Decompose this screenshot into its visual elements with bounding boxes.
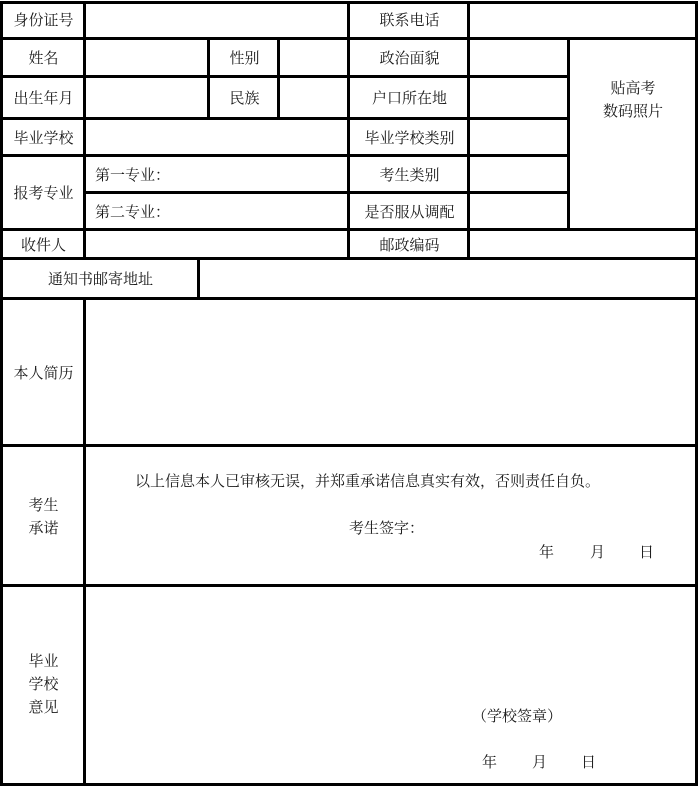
postal-code-field[interactable] [471,232,695,258]
pledge-month-label: 月 [590,543,606,561]
school-opinion-label [3,588,84,784]
school-opinion-label-line1: 毕业 [28,651,59,670]
grid-line [0,444,698,447]
second-major-label: 第二专业： [95,202,171,221]
grid-line [83,297,86,786]
recipient-label: 收件人 [20,235,66,254]
gender-field[interactable] [281,41,348,76]
birth-date-field[interactable] [87,79,208,118]
birth-date-label: 出生年月 [13,89,74,107]
school-type-field[interactable] [471,121,568,155]
grid-line [207,37,210,120]
school-type-label: 毕业学校类别 [364,128,455,147]
grid-line [467,1,470,260]
mailing-address-label: 通知书邮寄地址 [47,270,153,288]
school-stamp-label: （学校签章） [472,707,563,725]
school-opinion-label-line2: 学校 [28,674,59,693]
name-label: 姓名 [28,49,59,67]
postal-code-label: 邮政编码 [379,235,440,254]
grid-line [347,1,350,260]
first-major-label: 第一专业： [95,165,171,184]
school-month-label: 月 [532,753,548,771]
recipient-field[interactable] [87,232,348,258]
candidate-signature-field[interactable] [430,512,630,536]
second-major-field[interactable] [87,195,348,229]
ethnicity-label: 民族 [229,89,260,107]
graduation-school-label: 毕业学校 [13,128,74,147]
candidate-type-field[interactable] [471,158,568,192]
grid-line [83,1,86,260]
candidate-type-label: 考生类别 [379,165,440,184]
accept-adjustment-field[interactable] [471,195,568,229]
mailing-address-field[interactable] [201,261,695,298]
resume-label: 本人简历 [13,363,74,382]
school-opinion-label-line3: 意见 [28,697,59,716]
id-number-field[interactable] [87,3,348,38]
grid-line [84,191,569,194]
grid-line [0,1,3,786]
phone-label: 联系电话 [379,11,440,29]
candidate-signature-label: 考生签字： [349,519,425,537]
grid-line [0,584,698,587]
grid-line [277,37,280,120]
household-registration-field[interactable] [471,79,568,118]
first-major-field[interactable] [87,158,348,192]
photo-placeholder[interactable] [571,41,695,151]
pledge-label-line2: 承诺 [28,518,59,537]
phone-field[interactable] [471,3,695,38]
grid-line [197,257,200,300]
resume-field[interactable] [87,301,695,445]
household-registration-label: 户口所在地 [371,89,447,107]
major-label: 报考专业 [13,184,74,202]
grid-line [0,297,698,300]
id-number-label: 身份证号 [13,11,74,29]
pledge-statement: 以上信息本人已审核无误，并郑重承诺信息真实有效，否则责任自负。 [135,472,601,490]
pledge-label [3,448,84,585]
political-status-label: 政治面貌 [379,49,440,67]
pledge-label-line1: 考生 [28,495,59,514]
school-year-label: 年 [482,753,498,771]
ethnicity-field[interactable] [281,79,348,118]
photo-label-line1: 贴高考 [610,79,656,97]
gender-label: 性别 [229,49,260,67]
photo-label-line2: 数码照片 [602,102,663,120]
accept-adjustment-label: 是否服从调配 [364,202,455,221]
school-day-label: 日 [581,753,597,771]
graduation-school-field[interactable] [87,121,348,155]
pledge-day-label: 日 [639,543,655,561]
school-opinion-field[interactable] [87,588,695,698]
grid-line [0,783,698,786]
grid-line [567,37,570,231]
name-field[interactable] [87,41,208,76]
political-status-field[interactable] [471,41,568,76]
pledge-year-label: 年 [539,543,555,561]
